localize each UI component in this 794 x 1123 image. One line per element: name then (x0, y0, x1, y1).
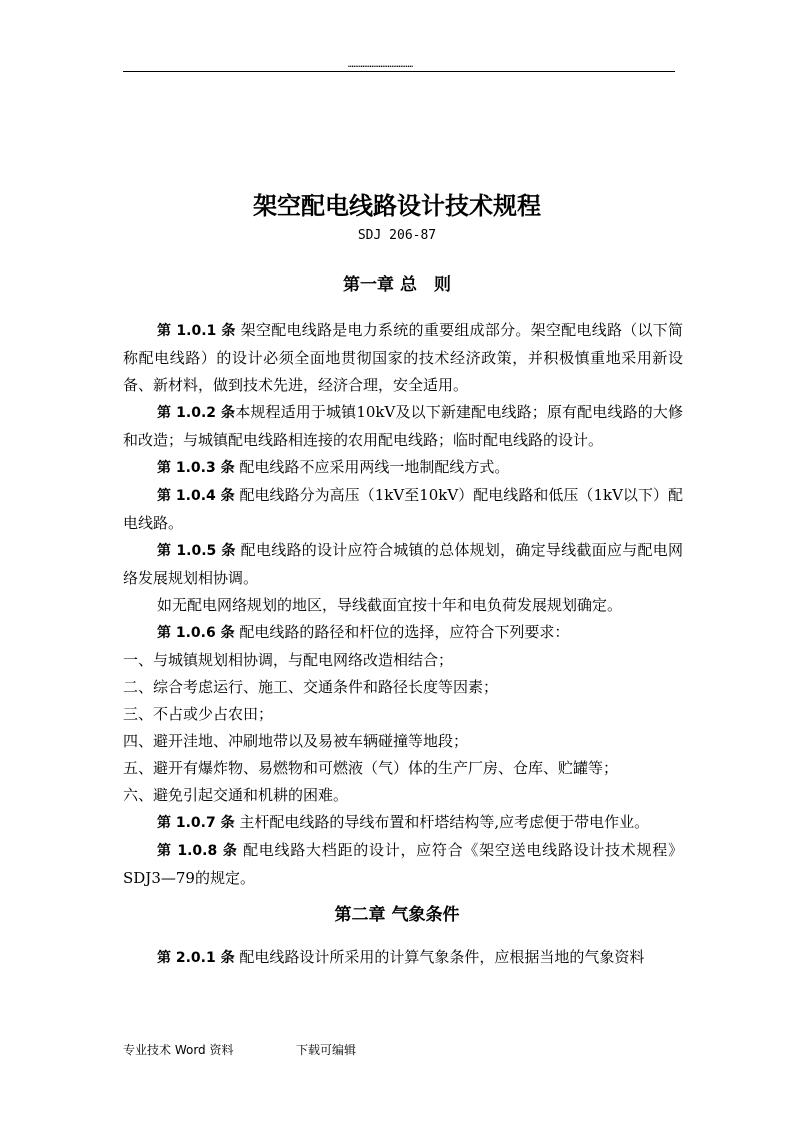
article-text: 配电线路不应采用两线一地制配线方式。 (234, 458, 510, 476)
footer-left: 专业技术 Word 资料 (123, 1043, 234, 1057)
article-1-0-5 (123, 537, 683, 592)
article-text: 本规程适用于城镇10kV及以下新建配电线路；原有配电线路的大修和改造；与城镇配电线路相连接的农用配电线路；临时配电线路的设计。 (123, 403, 684, 449)
header-rule (123, 71, 675, 72)
article-label: 第 1.0.4 条 (157, 488, 235, 504)
list-item: 一、与城镇规划相协调，与配电网络改造相结合； (123, 651, 454, 669)
article-text: 配电线路的设计应符合城镇的总体规划，确定导线截面应与配电网络发展规划相协调。 (123, 541, 683, 587)
article-1-0-8 (123, 837, 683, 892)
article-label: 第 1.0.2 条 (157, 405, 236, 421)
chapter-1-title: 第一章 总 则 (343, 275, 451, 295)
article-text: 配电线路设计所采用的计算气象条件，应根据当地的气象资料 (234, 948, 645, 966)
article-1-0-2 (123, 399, 683, 454)
article-label: 第 1.0.5 条 (157, 543, 236, 559)
article-label: 第 1.0.6 条 (157, 625, 235, 641)
chapter-2-title: 第二章 气象条件 (334, 905, 460, 925)
list-item: 六、避免引起交通和机耕的困难。 (123, 786, 349, 804)
article-text: 配电线路分为高压（1kV至10kV）配电线路和低压（1kV以下）配电线路。 (123, 486, 683, 532)
article-text: 配电线路的路径和杆位的选择，应符合下列要求： (234, 623, 570, 641)
list-item: 二、综合考虑运行、施工、交通条件和路径长度等因素； (123, 678, 499, 696)
chapter-1-body (123, 317, 683, 892)
article-label: 第 1.0.8 条 (157, 843, 238, 859)
article-text: 架空配电线路是电力系统的重要组成部分。架空配电线路（以下简称配电线路）的设计必须全面地贯彻国家的技术经济政策，并积极慎重地采用新设备、新材料，做到技术先进，经济合理，安全适用。 (123, 321, 683, 394)
list-item: 三、不占或少占农田； (123, 705, 274, 723)
article-label: 第 1.0.3 条 (157, 460, 235, 476)
article-label: 第 1.0.7 条 (157, 815, 235, 831)
article-label: 第 1.0.1 条 (157, 323, 236, 339)
article-1-0-7 (123, 809, 683, 837)
article-label: 第 2.0.1 条 (157, 950, 235, 966)
chapter-2-body (123, 944, 683, 972)
document-title: 架空配电线路设计技术规程 (253, 192, 541, 220)
list-item: 五、避开有爆炸物、易燃物和可燃液（气）体的生产厂房、仓库、贮罐等； (123, 759, 619, 777)
header-dots: ……………………………… (348, 60, 414, 70)
list-item: 四、避开洼地、冲刷地带以及易被车辆碰撞等地段； (123, 732, 469, 750)
article-text: 主杆配电线路的导线布置和杆塔结构等,应考虑便于带电作业。 (234, 813, 650, 831)
article-1-0-3 (123, 454, 683, 482)
article-1-0-5-paragraph: 如无配电网络规划的地区，导线截面宜按十年和电负荷发展规划确定。 (157, 596, 623, 614)
article-2-0-1 (123, 944, 683, 972)
standard-code: SDJ 206-87 (357, 228, 437, 243)
article-1-0-4 (123, 482, 683, 537)
article-1-0-1 (123, 317, 683, 399)
footer-right: 下载可编辑 (296, 1043, 357, 1057)
article-1-0-6 (123, 619, 683, 647)
article-text: 配电线路大档距的设计，应符合《架空送电线路设计技术规程》SDJ3—79的规定。 (123, 841, 683, 887)
